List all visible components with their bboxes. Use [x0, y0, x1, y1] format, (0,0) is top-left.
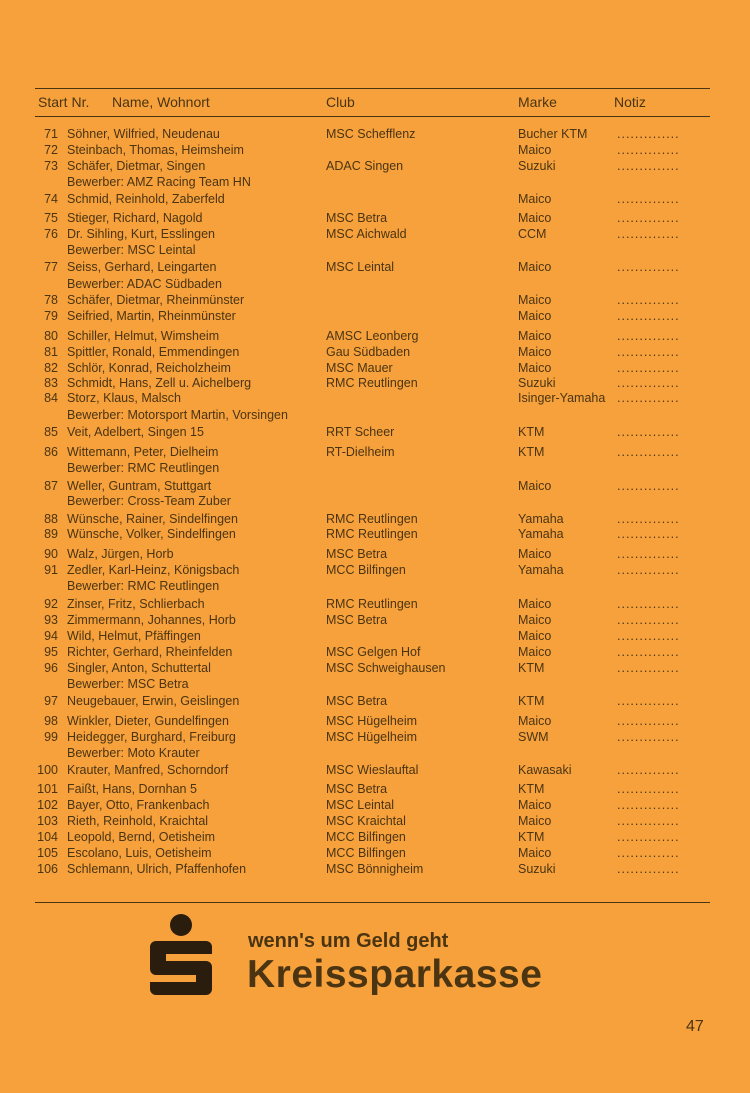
brand-name: KTM	[518, 830, 545, 844]
brand-name: KTM	[518, 661, 545, 675]
notiz-dots: ..............	[617, 527, 680, 541]
brand-name: Yamaha	[518, 512, 564, 526]
start-number: 87	[44, 479, 58, 493]
notiz-dots: ..............	[617, 645, 680, 659]
notiz-dots: ..............	[617, 391, 680, 405]
entry-row	[0, 259, 750, 275]
entry-row	[0, 191, 750, 207]
col-header-start-nr: Start Nr.	[38, 94, 90, 110]
notiz-dots: ..............	[617, 846, 680, 860]
notiz-dots: ..............	[617, 714, 680, 728]
club-name: MSC Gelgen Hof	[326, 645, 421, 659]
entrant-note: Bewerber: RMC Reutlingen	[67, 461, 220, 475]
start-number: 99	[44, 730, 58, 744]
start-number: 85	[44, 425, 58, 439]
entry-row	[0, 424, 750, 440]
club-name: MSC Aichwald	[326, 227, 407, 241]
notiz-dots: ..............	[617, 293, 680, 307]
rider-name: Steinbach, Thomas, Heimsheim	[67, 143, 244, 157]
entry-row	[0, 444, 750, 460]
ad-brand-name: Kreissparkasse	[247, 953, 543, 996]
col-header-marke: Marke	[518, 94, 557, 110]
entry-row	[0, 660, 750, 676]
brand-name: Maico	[518, 192, 552, 206]
start-number: 100	[37, 763, 58, 777]
rider-name: Richter, Gerhard, Rheinfelden	[67, 645, 233, 659]
brand-name: KTM	[518, 445, 545, 459]
rider-name: Krauter, Manfred, Schorndorf	[67, 763, 229, 777]
start-number: 71	[44, 127, 58, 141]
brand-name: Maico	[518, 361, 552, 375]
rider-name: Schäfer, Dietmar, Rheinmünster	[67, 293, 245, 307]
club-name: MSC Hügelheim	[326, 714, 418, 728]
club-name: MCC Bilfingen	[326, 830, 406, 844]
start-number: 92	[44, 597, 58, 611]
notiz-dots: ..............	[617, 329, 680, 343]
notiz-dots: ..............	[617, 345, 680, 359]
page-number: 47	[686, 1018, 704, 1035]
notiz-dots: ..............	[617, 445, 680, 459]
entry-row	[0, 693, 750, 709]
brand-name: Maico	[518, 211, 552, 225]
notiz-dots: ..............	[617, 862, 680, 876]
start-number: 86	[44, 445, 58, 459]
club-name: RMC Reutlingen	[326, 597, 418, 611]
brand-name: Maico	[518, 309, 552, 323]
rider-name: Storz, Klaus, Malsch	[67, 391, 181, 405]
brand-name: Maico	[518, 714, 552, 728]
notiz-dots: ..............	[617, 192, 680, 206]
entry-row	[0, 526, 750, 542]
rider-name: Heidegger, Burghard, Freiburg	[67, 730, 236, 744]
entrant-note: Bewerber: Motorsport Martin, Vorsingen	[67, 408, 288, 422]
start-number: 96	[44, 661, 58, 675]
rider-name: Schlör, Konrad, Reicholzheim	[67, 361, 231, 375]
club-name: RMC Reutlingen	[326, 527, 418, 541]
entry-row	[0, 360, 750, 376]
entry-row	[0, 845, 750, 861]
start-number: 75	[44, 211, 58, 225]
rider-name: Winkler, Dieter, Gundelfingen	[67, 714, 229, 728]
club-name: ADAC Singen	[326, 159, 404, 173]
start-number: 88	[44, 512, 58, 526]
brand-name: Maico	[518, 645, 552, 659]
club-name: MSC Betra	[326, 782, 388, 796]
club-name: MSC Hügelheim	[326, 730, 418, 744]
notiz-dots: ..............	[617, 629, 680, 643]
club-name: MSC Wieslauftal	[326, 763, 419, 777]
entry-row	[0, 390, 750, 406]
notiz-dots: ..............	[617, 361, 680, 375]
entry-row	[0, 861, 750, 877]
notiz-dots: ..............	[617, 547, 680, 561]
rider-name: Stieger, Richard, Nagold	[67, 211, 203, 225]
entry-row	[0, 142, 750, 158]
brand-name: KTM	[518, 425, 545, 439]
start-number: 73	[44, 159, 58, 173]
entry-row	[0, 762, 750, 778]
entrant-note: Bewerber: MSC Betra	[67, 677, 189, 691]
rider-name: Schlemann, Ulrich, Pfaffenhofen	[67, 862, 247, 876]
notiz-dots: ..............	[617, 782, 680, 796]
club-name: MSC Bönnigheim	[326, 862, 424, 876]
brand-name: Suzuki	[518, 376, 556, 390]
club-name: MCC Bilfingen	[326, 846, 406, 860]
club-name: RT-Dielheim	[326, 445, 395, 459]
brand-name: Maico	[518, 846, 552, 860]
rider-name: Schiller, Helmut, Wimsheim	[67, 329, 220, 343]
club-name: RMC Reutlingen	[326, 512, 418, 526]
start-number: 72	[44, 143, 58, 157]
club-name: RRT Scheer	[326, 425, 395, 439]
entry-row	[0, 546, 750, 562]
start-number: 74	[44, 192, 58, 206]
notiz-dots: ..............	[617, 730, 680, 744]
notiz-dots: ..............	[617, 309, 680, 323]
start-number: 95	[44, 645, 58, 659]
entry-row	[0, 344, 750, 360]
col-header-name: Name, Wohnort	[112, 94, 210, 110]
club-name: MSC Kraichtal	[326, 814, 406, 828]
start-number: 98	[44, 714, 58, 728]
rider-name: Zimmermann, Johannes, Horb	[67, 613, 236, 627]
entrant-note: Bewerber: ADAC Südbaden	[67, 277, 222, 291]
col-header-notiz: Notiz	[614, 94, 646, 110]
ad-slogan: wenn's um Geld geht	[248, 930, 449, 952]
rider-name: Seiss, Gerhard, Leingarten	[67, 260, 217, 274]
notiz-dots: ..............	[617, 563, 680, 577]
club-name: MSC Schefflenz	[326, 127, 416, 141]
brand-name: Maico	[518, 329, 552, 343]
brand-name: Maico	[518, 597, 552, 611]
brand-name: Isinger-Yamaha	[518, 391, 606, 405]
top-rule	[35, 88, 710, 89]
entrant-note: Bewerber: MSC Leintal	[67, 243, 196, 257]
rider-name: Wünsche, Volker, Sindelfingen	[67, 527, 236, 541]
entry-row	[0, 713, 750, 729]
start-number: 81	[44, 345, 58, 359]
entry-row	[0, 628, 750, 644]
entry-row	[0, 308, 750, 324]
entry-row	[0, 596, 750, 612]
brand-name: Suzuki	[518, 862, 556, 876]
rider-name: Schmid, Reinhold, Zaberfeld	[67, 192, 225, 206]
rider-name: Singler, Anton, Schuttertal	[67, 661, 211, 675]
start-number: 94	[44, 629, 58, 643]
club-name: MSC Betra	[326, 613, 388, 627]
notiz-dots: ..............	[617, 613, 680, 627]
entry-row	[0, 126, 750, 142]
club-name: MSC Betra	[326, 547, 388, 561]
notiz-dots: ..............	[617, 260, 680, 274]
club-name: MSC Leintal	[326, 260, 395, 274]
brand-name: Maico	[518, 798, 552, 812]
header-rule	[35, 116, 710, 117]
start-number: 78	[44, 293, 58, 307]
start-number: 91	[44, 563, 58, 577]
notiz-dots: ..............	[617, 694, 680, 708]
notiz-dots: ..............	[617, 211, 680, 225]
notiz-dots: ..............	[617, 830, 680, 844]
brand-name: Maico	[518, 293, 552, 307]
entry-row	[0, 612, 750, 628]
entry-row	[0, 562, 750, 578]
entry-row	[0, 797, 750, 813]
start-number: 106	[37, 862, 58, 876]
entry-row	[0, 210, 750, 226]
notiz-dots: ..............	[617, 479, 680, 493]
start-number: 83	[44, 376, 58, 390]
club-name: MSC Schweighausen	[326, 661, 446, 675]
notiz-dots: ..............	[617, 512, 680, 526]
rider-name: Dr. Sihling, Kurt, Esslingen	[67, 227, 215, 241]
entry-row	[0, 813, 750, 829]
rider-name: Escolano, Luis, Oetisheim	[67, 846, 212, 860]
rider-name: Wittemann, Peter, Dielheim	[67, 445, 219, 459]
entry-row	[0, 292, 750, 308]
start-number: 102	[37, 798, 58, 812]
club-name: MSC Leintal	[326, 798, 395, 812]
brand-name: Maico	[518, 629, 552, 643]
brand-name: Maico	[518, 613, 552, 627]
entry-row	[0, 781, 750, 797]
brand-name: KTM	[518, 782, 545, 796]
start-number: 89	[44, 527, 58, 541]
brand-name: Suzuki	[518, 159, 556, 173]
notiz-dots: ..............	[617, 143, 680, 157]
rider-name: Leopold, Bernd, Oetisheim	[67, 830, 216, 844]
notiz-dots: ..............	[617, 763, 680, 777]
bottom-rule	[35, 902, 710, 903]
club-name: MSC Mauer	[326, 361, 393, 375]
brand-name: Kawasaki	[518, 763, 572, 777]
entrant-note: Bewerber: Moto Krauter	[67, 746, 200, 760]
rider-name: Rieth, Reinhold, Kraichtal	[67, 814, 209, 828]
notiz-dots: ..............	[617, 798, 680, 812]
start-number: 97	[44, 694, 58, 708]
entry-row	[0, 644, 750, 660]
brand-name: Maico	[518, 479, 552, 493]
brand-name: Yamaha	[518, 527, 564, 541]
entrant-note: Bewerber: AMZ Racing Team HN	[67, 175, 251, 189]
club-name: MCC Bilfingen	[326, 563, 406, 577]
col-header-club: Club	[326, 94, 355, 110]
sparkasse-logo-icon	[148, 913, 214, 995]
brand-name: Bucher KTM	[518, 127, 588, 141]
notiz-dots: ..............	[617, 127, 680, 141]
rider-name: Seifried, Martin, Rheinmünster	[67, 309, 236, 323]
rider-name: Weller, Guntram, Stuttgart	[67, 479, 212, 493]
notiz-dots: ..............	[617, 227, 680, 241]
brand-name: SWM	[518, 730, 549, 744]
club-name: RMC Reutlingen	[326, 376, 418, 390]
rider-name: Schmidt, Hans, Zell u. Aichelberg	[67, 376, 252, 390]
rider-name: Neugebauer, Erwin, Geislingen	[67, 694, 240, 708]
rider-name: Wünsche, Rainer, Sindelfingen	[67, 512, 238, 526]
start-number: 104	[37, 830, 58, 844]
brand-name: KTM	[518, 694, 545, 708]
notiz-dots: ..............	[617, 159, 680, 173]
club-name: MSC Betra	[326, 694, 388, 708]
entry-row	[0, 375, 750, 391]
start-number: 82	[44, 361, 58, 375]
brand-name: Maico	[518, 814, 552, 828]
brand-name: Yamaha	[518, 563, 564, 577]
club-name: MSC Betra	[326, 211, 388, 225]
club-name: Gau Südbaden	[326, 345, 411, 359]
rider-name: Söhner, Wilfried, Neudenau	[67, 127, 220, 141]
entry-row	[0, 729, 750, 745]
rider-name: Walz, Jürgen, Horb	[67, 547, 174, 561]
start-number: 80	[44, 329, 58, 343]
brand-name: Maico	[518, 547, 552, 561]
brand-name: Maico	[518, 260, 552, 274]
rider-name: Bayer, Otto, Frankenbach	[67, 798, 210, 812]
brand-name: Maico	[518, 143, 552, 157]
notiz-dots: ..............	[617, 597, 680, 611]
start-number: 77	[44, 260, 58, 274]
entrant-note: Bewerber: RMC Reutlingen	[67, 579, 220, 593]
start-number: 105	[37, 846, 58, 860]
club-name: AMSC Leonberg	[326, 329, 419, 343]
entry-row	[0, 478, 750, 494]
start-number: 103	[37, 814, 58, 828]
notiz-dots: ..............	[617, 425, 680, 439]
entry-row	[0, 158, 750, 174]
start-number: 90	[44, 547, 58, 561]
start-number: 101	[37, 782, 58, 796]
rider-name: Veit, Adelbert, Singen 15	[67, 425, 204, 439]
start-number: 76	[44, 227, 58, 241]
entrant-note: Bewerber: Cross-Team Zuber	[67, 494, 231, 508]
notiz-dots: ..............	[617, 376, 680, 390]
brand-name: CCM	[518, 227, 547, 241]
notiz-dots: ..............	[617, 661, 680, 675]
start-number: 93	[44, 613, 58, 627]
brand-name: Maico	[518, 345, 552, 359]
rider-name: Zinser, Fritz, Schlierbach	[67, 597, 205, 611]
start-number: 79	[44, 309, 58, 323]
rider-name: Faißt, Hans, Dornhan 5	[67, 782, 197, 796]
entry-row	[0, 328, 750, 344]
rider-name: Wild, Helmut, Pfäffingen	[67, 629, 201, 643]
start-number: 84	[44, 391, 58, 405]
rider-name: Spittler, Ronald, Emmendingen	[67, 345, 240, 359]
rider-name: Schäfer, Dietmar, Singen	[67, 159, 206, 173]
notiz-dots: ..............	[617, 814, 680, 828]
entry-row	[0, 226, 750, 242]
rider-name: Zedler, Karl-Heinz, Königsbach	[67, 563, 240, 577]
entry-row	[0, 511, 750, 527]
entry-row	[0, 829, 750, 845]
